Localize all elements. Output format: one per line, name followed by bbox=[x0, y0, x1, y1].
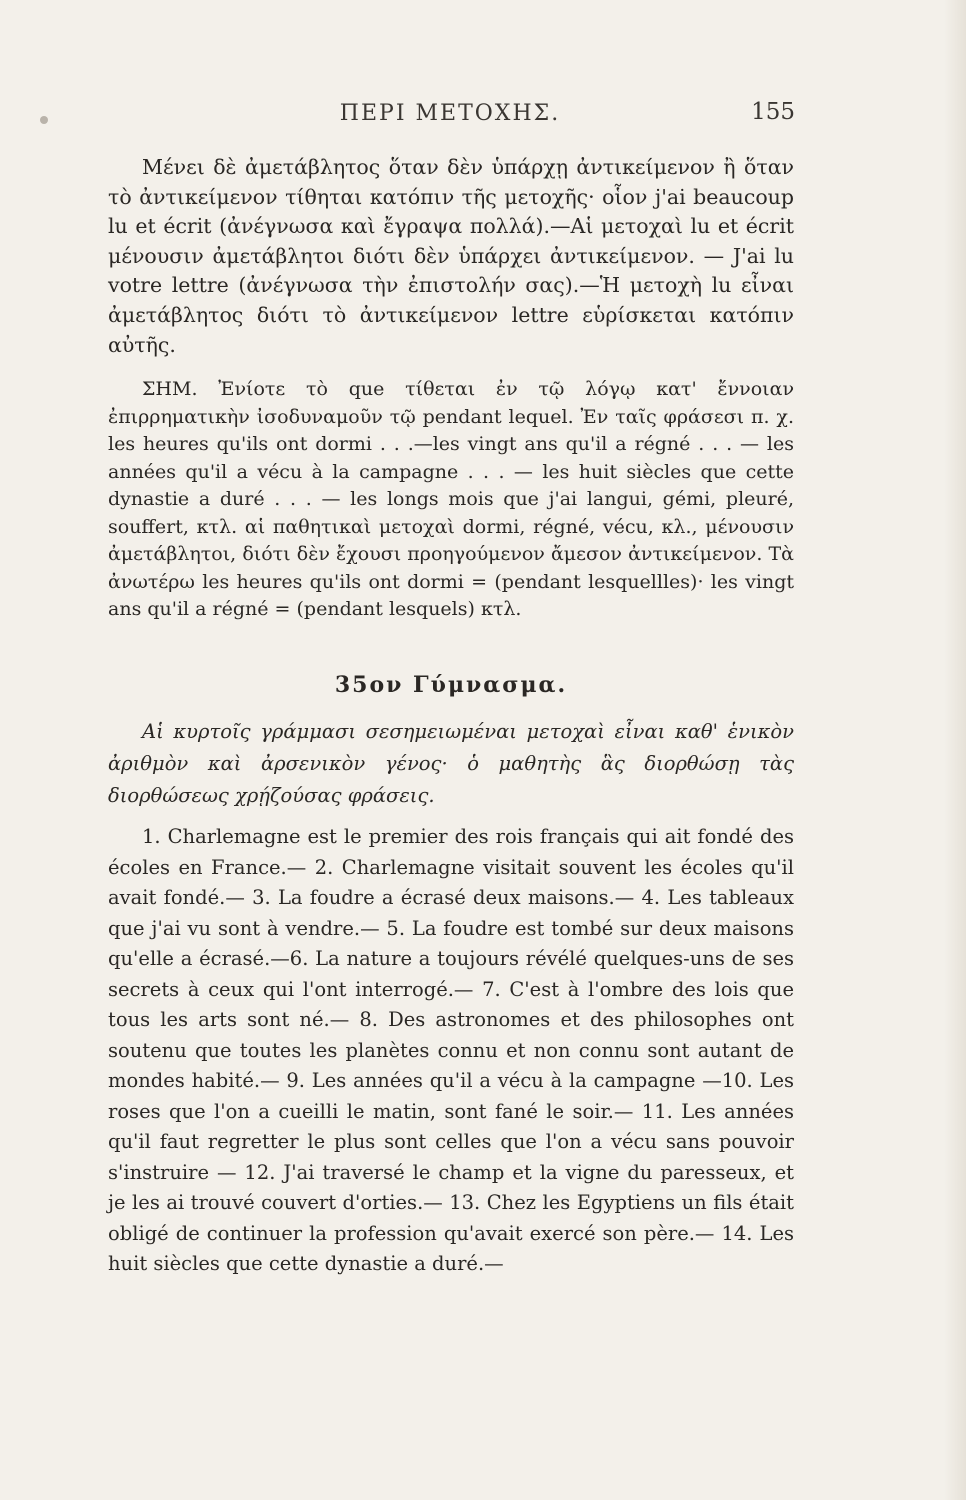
exercise-heading: 35ον Γύμνασμα. bbox=[334, 672, 568, 698]
paper-spot bbox=[40, 116, 48, 124]
page-header bbox=[105, 97, 795, 137]
note-text: ΣΗΜ. Ἐνίοτε τὸ que τίθεται ἐν τῷ λόγῳ κατ' ἔννοιαν ἐπιρρηματικὴν ἰσοδυναμοῦν τῷ pendant lequel. Ἐν ταῖς φράσεσι π. χ. les heures qu'ils ont dormi . . .—les vingt ans qu'il a régné . . . — les années qu'il a vécu à la campagne . . . — les huit siècles que cette dynastie a duré . . . — les longs mois que j'ai langui, gémi, pleuré, souffert, κτλ. αἱ παθητικαὶ μετοχαὶ dormi, régné, vécu, κλ., μένουσιν ἀμετάβλητοι, διότι δὲν ἔχουσι προηγούμενον ἄμεσον ἀντικείμενον. Τὰ ἀνωτέρω les heures qu'ils ont dormi = (pendant lesquellles)· les vingt ans qu'il a régné = (pendant lesquels) κτλ. bbox=[108, 378, 794, 620]
exercise-instructions bbox=[108, 716, 794, 812]
sentences-text: 1. Charlemagne est le premier des rois français qui ait fondé des écoles en France.— 2. Charlemagne visitait souvent les écoles qu'il avait fondé.— 3. La foudre a écrasé deux maisons.— 4. Les tableaux que j'ai vu sont à vendre.— 5. La foudre est tombé sur deux maisons qu'elle a écrasé.—6. La nature a toujours révélé quelques-uns de ses secrets à ceux qui l'ont interrogé.— 7. C'est à l'ombre des lois que tous les arts sont né.— 8. Des astronomes et des philosophes ont soutenu que toutes les planètes connu et non connu sont autant de mondes habité.— 9. Les années qu'il a vécu à la campagne —10. Les roses que l'on a cueilli le matin, sont fané le soir.— 11. Les années qu'il faut regretter le plus sont celles que l'on a vécu sans pouvoir s'instruire — 12. J'ai traversé le champ et la vigne du paresseux, et je les ai trouvé couvert d'orties.— 13. Chez les Egyptiens un fils était obligé de continuer la profession qu'avait exercé son père.— 14. Les huit siècles que cette dynastie a duré.— bbox=[108, 825, 794, 1275]
running-head: ΠΕΡΙ ΜΕΤΟΧΗΣ. bbox=[339, 101, 561, 126]
note-paragraph bbox=[108, 376, 794, 624]
intro-text: Μένει δὲ ἀμετάβλητος ὅταν δὲν ὑπάρχῃ ἀντικείμενον ἢ ὅταν τὸ ἀντικείμενον τίθηται κατόπιν τῆς μετοχῆς· οἷον j'ai beaucoup lu et écrit (ἀνέγνωσα καὶ ἔγραψα πολλά).—Αἱ μετοχαὶ lu et écrit μένουσιν ἀμετάβλητοι διότι δὲν ὑπάρχει ἀντικείμενον. — J'ai lu votre lettre (ἀνέγνωσα τὴν ἐπιστολήν σας).—Ἡ μετοχὴ lu εἶναι ἀμετάβλητος διότι τὸ ἀντικείμενον lettre εὑρίσκεται κατόπιν αὐτῆς. bbox=[108, 155, 794, 357]
page-number: 155 bbox=[751, 99, 795, 125]
page-gutter-shadow bbox=[944, 0, 966, 1500]
instructions-text: Αἱ κυρτοῖς γράμμασι σεσημειωμέναι μετοχαὶ εἶναι καθ' ἑνικὸν ἀριθμὸν καὶ ἀρσενικὸν γένος· ὁ μαθητὴς ἃς διορθώσῃ τὰς διορθώσεως χρῄζούσας φράσεις. bbox=[108, 720, 794, 807]
exercise-sentences bbox=[108, 822, 794, 1280]
intro-paragraph bbox=[108, 153, 794, 360]
